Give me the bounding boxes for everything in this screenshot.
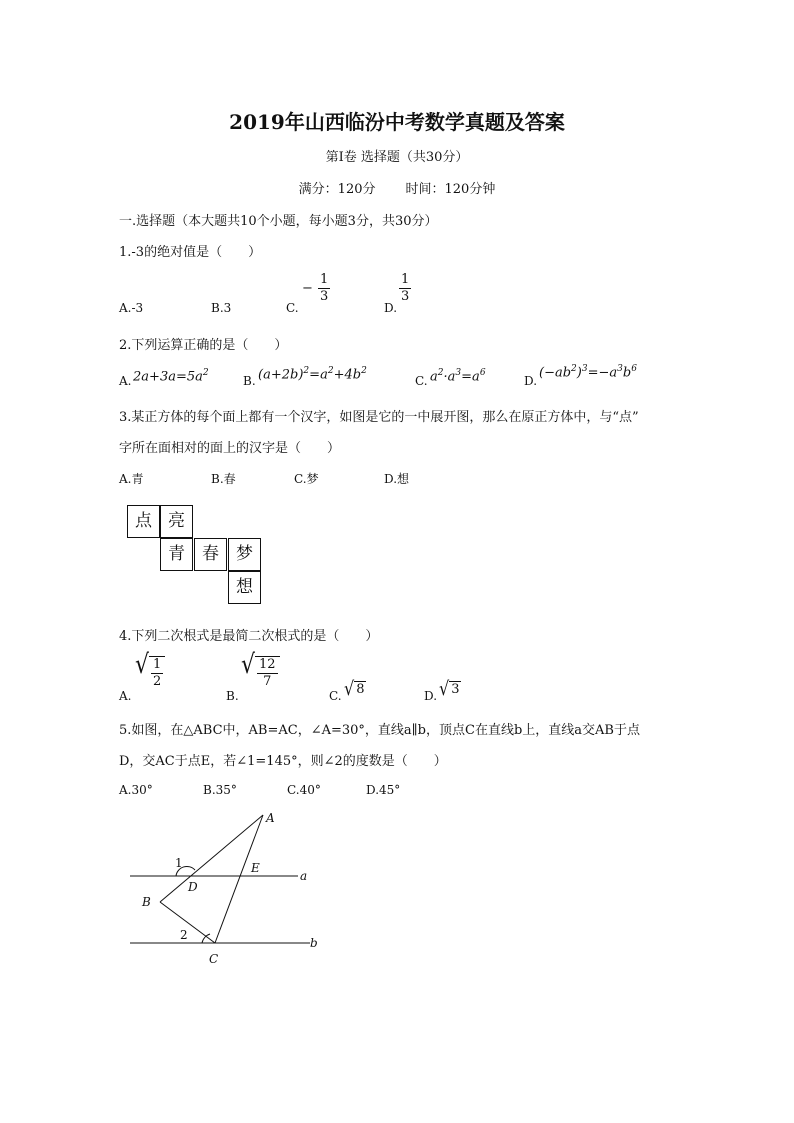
exam-time: 时间：120分钟 xyxy=(405,182,496,197)
q5-stem-line2: D，交AC于点E，若∠1=145°，则∠2的度数是（ ） xyxy=(119,754,447,769)
net-cell-dian: 点 xyxy=(127,505,160,538)
q4-d-val: 3 xyxy=(451,682,460,697)
q2-option-b-expr: $(a+2b)^2=a^2+4b^2$ xyxy=(258,366,367,383)
q2-stem: 2.下列运算正确的是（ ） xyxy=(119,338,288,353)
q3-stem-line1: 3.某正方体的每个面上都有一个汉字，如图是它的一中展开图，那么在原正方体中，与“点” xyxy=(119,410,639,425)
q4-option-a-expr: √ $\frac{1}{2}$ xyxy=(135,656,165,690)
label-E: E xyxy=(251,861,260,875)
q3-stem-line2: 字所在面相对的面上的汉字是（ ） xyxy=(119,441,341,456)
label-C: C xyxy=(209,952,219,966)
page-title: 2019年山西临汾中考数学真题及答案 xyxy=(229,110,565,134)
q4-stem: 4.下列二次根式是最简二次根式的是（ ） xyxy=(119,629,379,644)
triangle-diagram xyxy=(120,805,340,970)
q2-option-d-label: D. xyxy=(524,374,538,388)
q2-option-d-expr: $(-ab^2)^3=-a^3b^6$ xyxy=(539,364,637,381)
q5-option-a: A.30° xyxy=(119,783,153,797)
q4-c-val: 8 xyxy=(356,682,365,697)
q3-option-b: B.春 xyxy=(211,472,236,486)
q1-option-b: B.3 xyxy=(211,301,232,315)
q1-c-den: 3 xyxy=(320,289,329,304)
section-heading: 一.选择题（本大题共10个小题，每小题3分，共30分） xyxy=(119,214,438,229)
net-cell-chun: 春 xyxy=(194,538,227,571)
q1-option-d-label: D. xyxy=(384,301,398,315)
q4-b-den: 7 xyxy=(263,674,272,689)
q1-d-num: 1 xyxy=(401,272,410,287)
q4-b-num: 12 xyxy=(259,657,276,672)
label-line-b: b xyxy=(310,936,318,950)
q1-d-den: 3 xyxy=(401,289,410,304)
q4-option-a-label: A. xyxy=(119,689,132,703)
q2-option-a-expr: $2a+3a=5a^2$ xyxy=(133,368,209,385)
q1-option-a: A.-3 xyxy=(119,301,144,315)
q4-option-c-expr: √ 8 xyxy=(344,677,365,700)
label-B: B xyxy=(142,895,151,909)
q2-option-c-label: C. xyxy=(415,374,428,388)
label-A: A xyxy=(266,811,275,825)
q3-option-a: A.青 xyxy=(119,472,144,486)
q1-stem: 1.-3的绝对值是（ ） xyxy=(119,245,262,260)
q1-c-num: 1 xyxy=(320,272,329,287)
q2-option-c-expr: $a^2\cdot a^3=a^6$ xyxy=(430,368,486,385)
q4-option-d-label: D. xyxy=(424,689,438,703)
full-score: 满分：120分 xyxy=(298,182,376,197)
q4-option-b-label: B. xyxy=(226,689,239,703)
q5-option-d: D.45° xyxy=(366,783,401,797)
side-ac xyxy=(215,815,263,943)
q4-a-num: 1 xyxy=(153,657,162,672)
q4-a-den: 2 xyxy=(153,674,162,689)
exam-meta xyxy=(0,178,794,197)
volume-subtitle: 第I卷 选择题（共30分） xyxy=(325,150,469,165)
label-angle-2: 2 xyxy=(180,928,188,942)
label-angle-1: 1 xyxy=(175,856,183,870)
q2-option-b-label: B. xyxy=(243,374,256,388)
q2-option-a-label: A. xyxy=(119,374,132,388)
net-cell-xiang: 想 xyxy=(228,571,261,604)
q1-option-c-expr xyxy=(302,272,330,305)
q1-option-d-expr xyxy=(399,272,411,305)
q5-option-c: C.40° xyxy=(287,783,321,797)
q1-c-sign: − xyxy=(302,281,313,296)
q5-option-b: B.35° xyxy=(203,783,237,797)
q1-option-c-label: C. xyxy=(286,301,299,315)
q4-option-d-expr: √ 3 xyxy=(439,677,460,700)
q4-option-c-label: C. xyxy=(329,689,342,703)
net-cell-meng: 梦 xyxy=(228,538,261,571)
q4-option-b-expr: √ $\frac{12}{7}$ xyxy=(241,656,280,690)
net-cell-qing: 青 xyxy=(160,538,193,571)
label-line-a: a xyxy=(300,869,308,883)
q5-stem-line1: 5.如图，在△ABC中，AB=AC，∠A=30°，直线a∥b，顶点C在直线b上，直线a交AB于点 xyxy=(119,723,640,738)
q3-option-d: D.想 xyxy=(384,472,410,486)
label-D: D xyxy=(188,880,198,894)
q3-option-c: C.梦 xyxy=(294,472,319,486)
net-cell-liang: 亮 xyxy=(160,505,193,538)
